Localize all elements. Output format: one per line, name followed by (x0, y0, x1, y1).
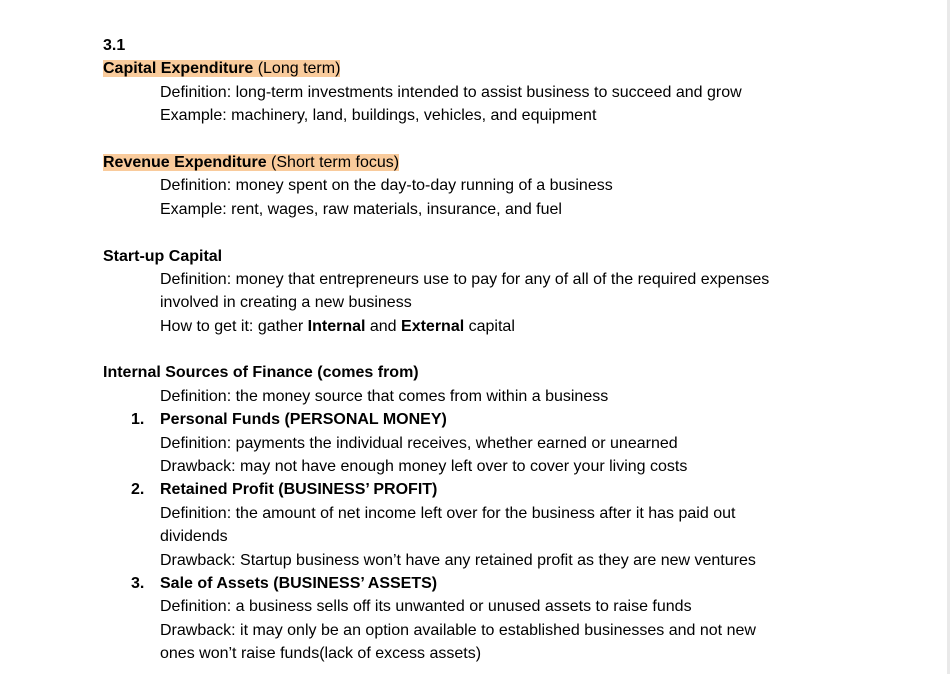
list-item-title (0, 572, 940, 595)
internal-sources-heading: Internal Sources of Finance (comes from) (103, 364, 419, 382)
heading-qualifier: (Long term) (253, 60, 341, 78)
blank-line (0, 338, 940, 361)
list-item-line: Definition: the amount of net income left over for the business after it has paid out (160, 504, 736, 522)
heading-term: Capital Expenditure (103, 60, 254, 78)
startup-capital-how (0, 315, 940, 338)
how-prefix: How to get it: gather (160, 317, 308, 335)
revenue-expenditure-example: Example: rent, wages, raw materials, insurance, and fuel (160, 200, 562, 218)
how-suffix: capital (464, 317, 515, 335)
blank-line (0, 128, 940, 151)
how-external: External (401, 317, 465, 335)
list-item-title (0, 408, 940, 431)
list-item-line: Definition: a business sells off its unwanted or unused assets to raise funds (160, 598, 692, 616)
revenue-expenditure-definition: Definition: money spent on the day-to-day running of a business (160, 177, 613, 195)
section-number: 3.1 (103, 37, 126, 54)
list-item-line: Definition: payments the individual receives, whether earned or unearned (160, 434, 678, 452)
list-item-line: ones won’t raise funds(lack of excess assets) (160, 645, 482, 663)
revenue-expenditure-heading (0, 151, 940, 174)
list-item-line: Drawback: it may only be an option available to established businesses and not new (160, 621, 756, 639)
highlight (103, 154, 399, 171)
list-item-line: Drawback: Startup business won’t have any retained profit as they are new ventures (160, 551, 756, 569)
list-item-title-text: Retained Profit (BUSINESS’ PROFIT) (160, 481, 438, 499)
capital-expenditure-example: Example: machinery, land, buildings, vehicles, and equipment (160, 107, 597, 125)
capital-expenditure-definition: Definition: long-term investments intended to assist business to succeed and grow (160, 83, 742, 101)
startup-capital-heading: Start-up Capital (103, 247, 223, 265)
list-item-title-text: Sale of Assets (BUSINESS’ ASSETS) (160, 574, 438, 592)
startup-capital-definition-line2: involved in creating a new business (160, 294, 412, 312)
list-item-title-text: Personal Funds (PERSONAL MONEY) (160, 411, 447, 429)
capital-expenditure-heading (0, 57, 940, 80)
list-item-title (0, 478, 940, 501)
list-item-number: 3. (131, 574, 145, 592)
list-item-line: dividends (160, 528, 228, 546)
how-and: and (365, 317, 402, 335)
blank-line (0, 221, 940, 244)
internal-sources-definition: Definition: the money source that comes from within a business (160, 387, 609, 405)
startup-capital-definition-line1: Definition: money that entrepreneurs use to pay for any of all of the required expenses (160, 270, 770, 288)
list-item-line: Drawback: may not have enough money left over to cover your living costs (160, 458, 688, 476)
how-internal: Internal (307, 317, 366, 335)
heading-qualifier: (Short term focus) (266, 153, 400, 171)
list-item-number: 1. (131, 411, 145, 429)
heading-term: Revenue Expenditure (103, 153, 267, 171)
document-body (0, 34, 940, 666)
list-item-number: 2. (131, 481, 145, 499)
highlight (103, 60, 340, 77)
